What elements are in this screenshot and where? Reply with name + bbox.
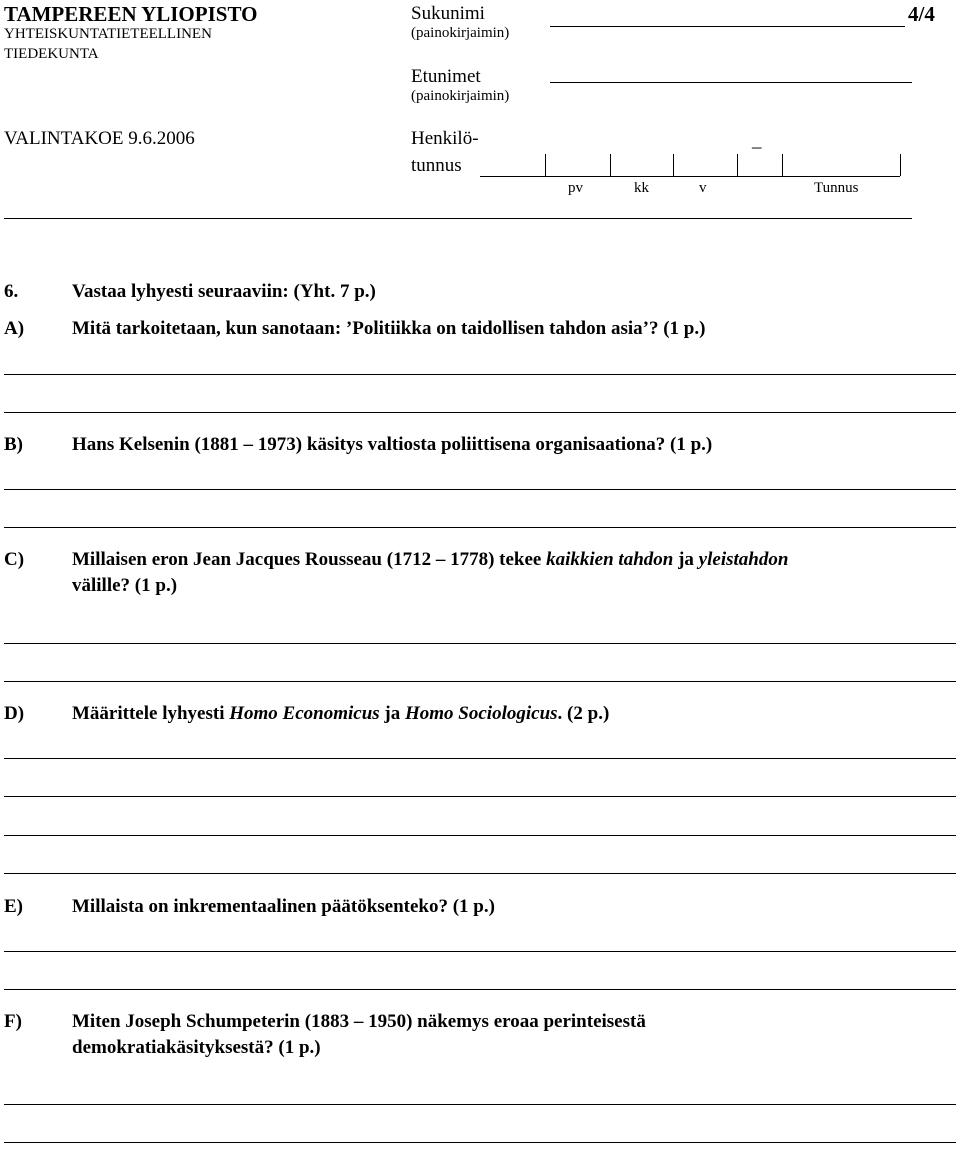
- firstnames-hint: (painokirjaimin): [411, 88, 510, 104]
- question-letter-e: E): [4, 896, 23, 917]
- question-text-a: Mitä tarkoitetaan, kun sanotaan: ’Politiikka on taidollisen tahdon asia’? (1 p.): [72, 318, 706, 339]
- question-text-d-part: ja: [379, 703, 405, 724]
- question-letter-f: F): [4, 1011, 22, 1032]
- question-text-d-part: Määrittele lyhyesti: [72, 703, 230, 724]
- id-label-1: Henkilö-: [411, 128, 479, 149]
- section-title: Vastaa lyhyesti seuraaviin: (Yht. 7 p.): [72, 281, 376, 302]
- question-text-e: Millaista on inkrementaalinen päätöksenteko? (1 p.): [72, 896, 495, 917]
- question-text-b: Hans Kelsenin (1881 – 1973) käsitys valtiosta poliittisena organisaationa? (1 p.): [72, 434, 713, 455]
- answer-line[interactable]: [4, 989, 956, 990]
- id-dash: _: [752, 130, 762, 151]
- id-divider: [673, 154, 674, 176]
- answer-line[interactable]: [4, 489, 956, 490]
- surname-hint: (painokirjaimin): [411, 25, 510, 41]
- id-divider: [737, 154, 738, 176]
- surname-field[interactable]: [550, 26, 905, 27]
- question-letter-b: B): [4, 434, 23, 455]
- faculty-line-2: TIEDEKUNTA: [4, 46, 99, 62]
- faculty-line-1: YHTEISKUNTATIETEELLINEN: [4, 26, 212, 42]
- id-divider: [610, 154, 611, 176]
- answer-line[interactable]: [4, 873, 956, 874]
- id-divider: [782, 154, 783, 176]
- id-field[interactable]: [480, 176, 900, 177]
- id-part-v: v: [699, 180, 707, 196]
- question-letter-d: D): [4, 703, 25, 724]
- firstnames-field[interactable]: [550, 82, 912, 83]
- question-text-d: [72, 703, 609, 725]
- id-part-pv: pv: [568, 180, 583, 196]
- question-text-d-part: . (2 p.): [557, 703, 610, 724]
- question-text-c: [72, 549, 788, 571]
- question-text-c-emphasis: kaikkien tahdon: [546, 549, 674, 570]
- answer-line[interactable]: [4, 374, 956, 375]
- answer-line[interactable]: [4, 1104, 956, 1105]
- question-letter-a: A): [4, 318, 25, 339]
- surname-label: Sukunimi: [411, 3, 485, 24]
- university-name: TAMPEREEN YLIOPISTO: [4, 2, 258, 26]
- answer-line[interactable]: [4, 412, 956, 413]
- exam-title: VALINTAKOE 9.6.2006: [4, 128, 195, 149]
- question-text-f-line2: demokratiakäsityksestä? (1 p.): [72, 1037, 321, 1058]
- question-text-c-emphasis: yleistahdon: [698, 549, 789, 570]
- answer-line[interactable]: [4, 951, 956, 952]
- answer-line[interactable]: [4, 1142, 956, 1143]
- question-letter-c: C): [4, 549, 25, 570]
- question-text-c-part: ja: [673, 549, 699, 570]
- id-label-2: tunnus: [411, 155, 462, 176]
- question-text-c-part: Millaisen eron Jean Jacques Rousseau (1712 – 1778) tekee: [72, 549, 547, 570]
- question-text-d-emphasis: Homo Economicus: [229, 703, 380, 724]
- answer-line[interactable]: [4, 681, 956, 682]
- answer-line[interactable]: [4, 835, 956, 836]
- id-part-kk: kk: [634, 180, 649, 196]
- question-text-f: Miten Joseph Schumpeterin (1883 – 1950) näkemys eroaa perinteisestä: [72, 1011, 646, 1032]
- answer-line[interactable]: [4, 527, 956, 528]
- id-divider: [545, 154, 546, 176]
- question-text-c-line2: välille? (1 p.): [72, 575, 178, 596]
- page-number: 4/4: [908, 2, 935, 26]
- answer-line[interactable]: [4, 796, 956, 797]
- answer-line[interactable]: [4, 643, 956, 644]
- question-text-d-emphasis: Homo Sociologicus: [405, 703, 558, 724]
- answer-line[interactable]: [4, 758, 956, 759]
- section-number: 6.: [4, 281, 19, 302]
- header-rule: [4, 218, 912, 219]
- firstnames-label: Etunimet: [411, 66, 481, 87]
- id-part-tunnus: Tunnus: [814, 180, 859, 196]
- id-divider: [900, 154, 901, 176]
